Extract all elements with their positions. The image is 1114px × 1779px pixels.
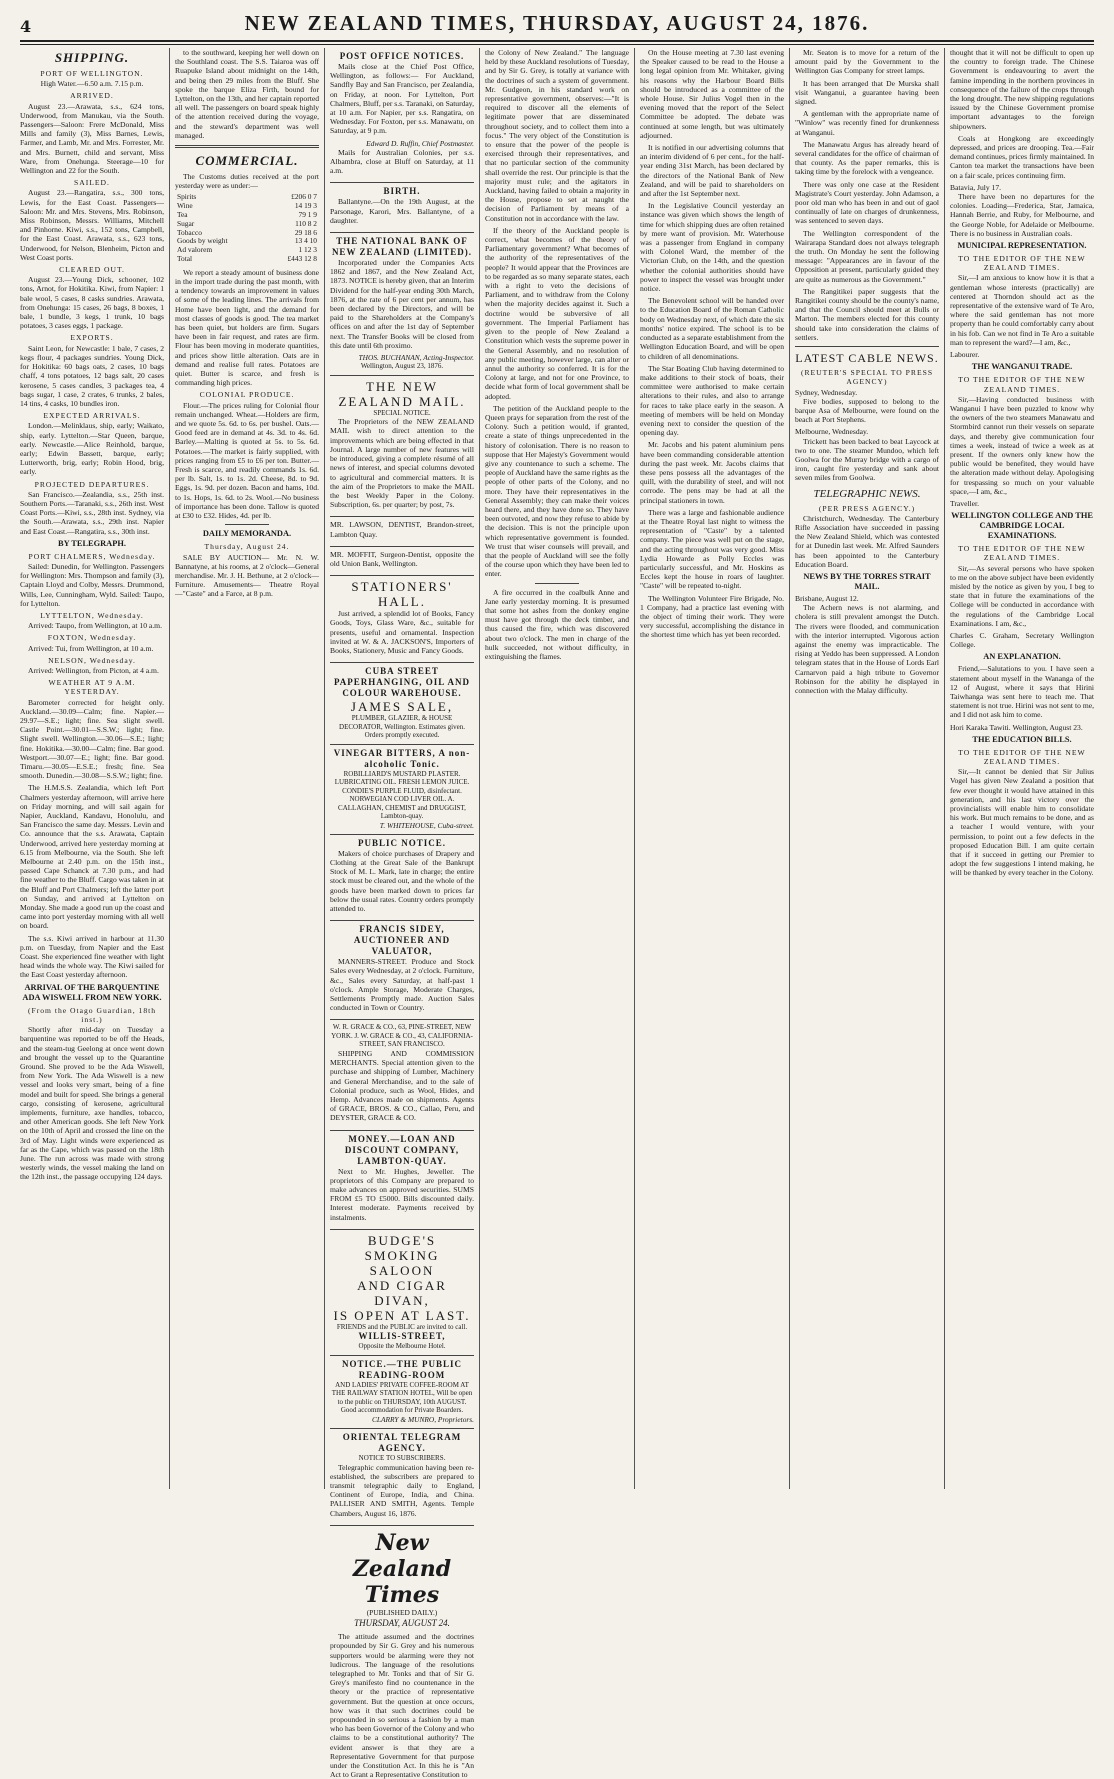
grace-heading: W. R. GRACE & CO., 63, PINE-STREET, NEW YORK. J. W. GRACE & CO., 43, CALIFORNIA-STREET, SAN FRANCISCO. xyxy=(331,1023,473,1049)
batavia-place: Batavia, July 17. xyxy=(950,182,1002,192)
arrived-text: August 23.—Arawata, s.s., 624 tons, Underwood, from Manukau, via the South. Passengers—Saloon: Frere McDonald, Miss Mills and family (3), Miss Barnes, Lewis, Farmer, and Lamb, Mr. and Mrs. Forrester, Mr. and Mrs. Burnett, child and servant, Miss Ware, from Onehunga. Steerage—10 for Wellington and 22 for the South. xyxy=(20,101,164,176)
vinegar-heading: VINEGAR BITTERS, A non-alcoholic Tonic. xyxy=(333,747,471,769)
mail-heading: THE NEW ZEALAND MAIL. xyxy=(338,378,466,409)
customs-amount: 29 18 6 xyxy=(294,227,317,237)
education-to-editor: TO THE EDITOR OF THE NEW ZEALAND TIMES. xyxy=(958,747,1086,766)
customs-item: Total xyxy=(177,254,193,264)
grace-notice xyxy=(330,1020,474,1130)
cable-news-heading: LATEST CABLE NEWS. xyxy=(795,351,939,366)
money-notice xyxy=(330,1131,474,1230)
lyttelton-place: LYTTELTON, Wednesday. xyxy=(40,610,144,620)
post-office-notice xyxy=(330,48,474,183)
page-number: 4 xyxy=(20,17,32,36)
nelson-place: NELSON, Wednesday. xyxy=(48,655,136,665)
editorial-date: THURSDAY, AUGUST 24. xyxy=(354,1617,450,1628)
stationers-notice xyxy=(330,576,474,663)
wanganui-heading: THE WANGANUI TRADE. xyxy=(971,362,1073,372)
customs-amount: 13 4 10 xyxy=(294,236,317,246)
news-paragraph: The Rangitikei paper suggests that the Rangitikei county should be the county's name, and that the Council should meet at Bulls or Marton. The members elected for this county should take into consideration the claims of settlers. xyxy=(795,286,939,342)
news-continued: thought that it will not be difficult to open up the country to foreign trade. The Chinese Government is endeavouring to avert the famine impending in the northern provinces in consequence of the failure of the crops through the long drought. The new shipping regulations issued by the Chinese Government promise important advantages to the foreign shipowners. xyxy=(950,48,1094,131)
paperhanging-name: JAMES SALE, xyxy=(350,699,454,715)
bank-text: Incorporated under the Companies Acts 1862 and 1867, and the New Zealand Act, 1873. NOTICE is hereby given, that an Interim Dividend for the half-year ending 30th March, 1876, at the rate of 6 per cent per annum, has been declared by the Directors, and will be paid to the Shareholders at the Company's offices on and after the 1st day of September next. The Transfer Books will be closed from this date until 6th proximo. xyxy=(330,258,474,350)
wanganui-to-editor: TO THE EDITOR OF THE NEW ZEALAND TIMES. xyxy=(958,375,1086,394)
kiwi-text: The s.s. Kiwi arrived in harbour at 11.30 p.m. on Tuesday, from Napier and the East Coast. She experienced fine weather with light head winds the whole way. The Kiwi sailed for the East Coast yesterday afternoon. xyxy=(20,933,164,980)
post-office-sign: Edward D. Ruffin, Chief Postmaster. xyxy=(366,138,474,148)
customs-text: The Customs duties received at the port yesterday were as under:— xyxy=(175,172,319,191)
torres-text: The Achern news is not alarming, and cholera is still prevalent amongst the Dutch. The rivers were flooded, and communication with the interior interrupted. Vigorous action against the enemy was impracticable. The rising at Yeddo has been suppressed. A London telegram states that in the House of Lords Earl Carnarvon paid a high tribute to Governor Robinson for the ability he displayed in connection with the Malay difficulty. xyxy=(795,603,939,695)
news-paragraph: The Wellington Volunteer Fire Brigade, No. 1 Company, had a practice last evening with the object of timing their work. They were very successful, accomplishing the distance in the shortest time which has yet been recorded. xyxy=(640,593,784,640)
mail-notice xyxy=(330,376,474,518)
divider xyxy=(795,346,939,347)
batavia-text: There have been no departures for the colonies. Loading—Frederica, Star, Jamaica, Hannah Berrie, and Ruby, for Melbourne, and the George Noble, for Adelaide or Melbourne. There is no business in Australian coals. xyxy=(950,192,1094,238)
telegraph-heading: BY TELEGRAPH. xyxy=(58,538,126,548)
weather-text: Barometer corrected for height only. Auckland.—30.09—Calm; fine. Napier.—29.97—S.E.; light; fine. Sea slight swell. Castle Point.—30.01—S.S.W.; light; fine. Slight swell. Wellington.—30.06—S.E.; light; fine. Hokitika.—30.00—Calm; fine. Bar good. Westport.—30.07—E.; light; fine. Bar good. Timaru.—30.05—E.S.E.; fresh; fine. Sea smooth. Dunedin.—30.08—S.S.W.; light; fine. xyxy=(20,697,164,781)
bank-date: Wellington, August 23, 1876. xyxy=(360,362,444,371)
oriental-subheading: NOTICE TO SUBSCRIBERS. xyxy=(358,1454,446,1463)
customs-amount: 1 12 3 xyxy=(298,245,317,255)
barquentine-text: Shortly after mid-day on Tuesday a barquentine was reported to be off the Heads, and the steam-tug Geelong at once went down and brought the vessel up to the Quarantine Ground. She proved to be the Ada Wiswell, from New York. The Ada Wiswell is a new vessel and looks very smart, being of a fine model and built for speed. She brings a general cargo, consisting of kerosene, agricultural implements, furniture, axe handles, tobacco, and other American goods. She left New York on the 10th of April and crossed the line on the 3rd of May. Light winds were experienced as far as the Cape, which was passed on the 18th June. The run across was made with strong westerly winds, the vessel making the land on the 12th inst., the passage occupying 124 days. xyxy=(20,1025,164,1182)
oriental-text: Telegraphic communication having been re-established, the subscribers are prepared to transmit telegraphic daily to England, Continent of Europe, India, and China. PALLISER AND SMITH, Agents. Temple Chambers, August 16, 1876. xyxy=(330,1462,474,1518)
port-heading: PORT OF WELLINGTON. xyxy=(40,69,144,78)
lyttelton-text: Arrived: Taupo, from Wellington, at 10 a.m. xyxy=(28,621,162,631)
cleared-heading: CLEARED OUT. xyxy=(59,265,125,275)
memoranda-date: Thursday, August 24. xyxy=(204,542,290,552)
birth-text: Ballantyne.—On the 19th August, at the Parsonage, Karori, Mrs. Ballantyne, of a daughter. xyxy=(330,197,474,225)
customs-amount: £206 0 7 xyxy=(291,192,317,202)
telegraphic-news-source: (PER PRESS AGENCY.) xyxy=(818,503,916,513)
customs-amount: £443 12 8 xyxy=(287,254,317,264)
expected-heading: EXPECTED ARRIVALS. xyxy=(43,411,141,421)
barquentine-heading: ARRIVAL OF THE BARQUENTINE ADA WISWELL FROM NEW YORK. xyxy=(22,982,162,1002)
paper-nameplate: New Zealand Times xyxy=(352,1529,452,1608)
news-paragraph: A gentleman with the appropriate name of "Winlow" was recently fined for drunkenness at Wanganui. xyxy=(795,109,939,137)
municipal-heading: MUNICIPAL REPRESENTATION. xyxy=(957,241,1087,251)
college-sign: Charles C. Graham, Secretary Wellington College. xyxy=(950,630,1094,650)
paperhanging-text: PLUMBER, GLAZIER, & HOUSE DECORATOR, Wellington. Estimates given. Orders promptly executed. xyxy=(339,714,465,740)
projected-heading: PROJECTED DEPARTURES. xyxy=(34,479,150,489)
weather-heading: WEATHER AT 9 A.M. YESTERDAY. xyxy=(48,678,136,697)
smoking-street: WILLIS-STREET, xyxy=(358,1331,446,1342)
municipal-letter: Sir,—I am anxious to know how it is that a gentleman whose interests (practically) are centered at Thorndon should act as the representative of the extensive ward of Te Aro, where the said gentleman has not more property than he could comfortably carry about in his fob. Can we not find in Te Aro a suitable man to represent the ward?—I am, &c., xyxy=(950,273,1094,347)
telegraphic-text: Christchurch, Wednesday. The Canterbury Rifle Association have succeeded in passing the New Zealand Shield, which was contested for at Dunedin last week. Mr. Alfred Saunders has been appointed to the Canterbury Education Board. xyxy=(795,513,939,569)
wanganui-letter: Sir,—Having conducted business with Wanganui I have been puzzled to know why the owners of the two steamers Manawatu and Stormbird cannot run their vessels on separate days, and thereby give communication four times a week, instead of twice a week as at present. If the owners only knew how the public would be benefited, they would have the alteration made without delay. Apologising for trespassing so much on your valuable space,—I am, &c., xyxy=(950,394,1094,496)
news-paragraph: The Manawatu Argus has already heard of several candidates for the office of chairman of that county. As the paper remarks, this is taking time by the forelock with a vengeance. xyxy=(795,139,939,177)
customs-item: Tobacco xyxy=(177,227,202,237)
municipal-sign: Labourer. xyxy=(950,350,980,360)
cable-text: Trickett has been backed to beat Laycock at two to one. The steamer Mundoo, which left Goolwa for the Murray bridge with a cargo of iron, caught fire yesterday and sank about seven miles from Goolwa. xyxy=(795,436,939,483)
auctioneer-notice xyxy=(330,921,474,1020)
oriental-heading: ORIENTAL TELEGRAM AGENCY. xyxy=(342,1432,462,1454)
mails-text: Mails for Australian Colonies, per s.s. Albambra, close at Bluff on Saturday, at 11 a.m. xyxy=(330,147,474,176)
news-paragraph: In the Legislative Council yesterday an instance was given which shows the length of time for which shipping dues are often retained by mere want of provision. Mr. Waterhouse was a passenger from England in company with Colonel Ward, the member of the Victorian Club, on the 14th, and the question whether the colonial authorities should have power to inspect the vessel was brought under notice. xyxy=(640,201,784,294)
chemist-text: ROBILLIARD'S MUSTARD PLASTER. LUBRICATING OIL. FRESH LEMON JUICE. CONDIE'S PURPLE FLUID, disinfectant. NORWEGIAN COD LIVER OIL. A. CALLAGHAN, CHEMIST and DRUGGIST, Lambton-quay. xyxy=(334,769,470,821)
mail-text: The Proprietors of the NEW ZEALAND MAIL wish to direct attention to the improvements which are being effected in that Journal. A large number of new features will be introduced, giving a complete résumé of all news of interest, and special columns devoted to agricultural and commercial matters. It is the aim of the Proprietors to make the MAIL the best Weekly Paper in the Colony. Subscription, 6s. per quarter; by post, 7s. xyxy=(330,417,474,510)
arrived-heading: ARRIVED. xyxy=(70,91,114,101)
torres-heading: NEWS BY THE TORRES STRAIT MAIL. xyxy=(803,571,931,591)
editorial-paragraph: The petition of the Auckland people to the Queen prays for separation from the rest of the Colony. Such a petition would, if granted, create a state of things unprecedented in the history of colonisation. There is no reason to suppose that Her Majesty's Government would give any countenance to such a scheme. The people of Auckland have the same rights as the people of other parts of the Colony, and no more. They have their representatives in the General Assembly; they can make their voices heard there, and they have done so. They have been outvoted, and now they refuse to abide by the decision. This is not the principle upon which representative government is founded. We trust that wiser counsels will prevail, and that the people of Auckland will see the folly of the course upon which they have been led to enter. xyxy=(485,403,629,579)
post-office-text: Mails close at the Chief Post Office, Wellington, as follows:— For Auckland, Sandfly Bay and San Francisco, per Zealandia, on Friday, at noon. For Lyttelton, Port Chalmers, Bluff, per s.s. Taranaki, on Saturday, at 10 a.m. For Napier, per s.s. Rangatira, on Wednesday. For Foxton, per s.s. Manawatu, on Saturday, at 9 p.m. xyxy=(330,62,474,136)
colonial-heading: COLONIAL PRODUCE. xyxy=(199,390,295,400)
paperhanging-notice xyxy=(330,663,474,745)
money-text: Next to Mr. Hughes, Jeweller. The proprietors of this Company are prepared to make advances on approved securities. SUMS FROM £5 TO £5000. Bills discounted daily. Interest moderate. Payments received by instalments. xyxy=(330,1166,474,1222)
editorial-paragraph: If the theory of the Auckland people is correct, what becomes of the theory of Parliamentary government? What becomes of the authority of the representatives of the people? It would appear that the Provinces are to be regarded as so many separate states, each with a right to veto the decisions of Parliament, and to withdraw from the Colony when the majority decides against it. Such a doctrine would be subversive of all government. The Imperial Parliament has given to the people of New Zealand a Constitution which vests the supreme power in the General Assembly, and no resolution of any public meeting, however large, can alter or annul the authority so conferred. It is for the Colony at large, and not for one Province, to decide what form of local government shall be adopted. xyxy=(485,225,629,401)
education-letter: Sir,—It cannot be denied that Sir Julius Vogel has given New Zealand a position that few ever thought it would have attained in this generation, and his last victory over the provincialists will enable him to consolidate his work. But much remains to be done, and as a teacher I would venture, with your permission, to point out a few defects in the proposed Education Bill. I am quite certain that if it succeed in getting our Premier to adopt the few suggestions I intend making, he will be thanked by every teacher in the Colony. xyxy=(950,767,1094,878)
dentist-text: MR. LAWSON, DENTIST, Brandon-street, Lambton Quay. xyxy=(330,520,474,539)
birth-notice xyxy=(330,183,474,233)
news-paragraph: Mr. Jacobs and his patent aluminium pens have been commanding considerable attention during the past week. Mr. Jacobs claims that these pens possess all the advantages of the quill, with the durability of steel, and will not corrode. The pens may be had at all the principal stationers in town. xyxy=(640,440,784,505)
commercial-heading: COMMERCIAL. xyxy=(195,153,299,169)
column-4 xyxy=(479,48,634,1489)
customs-table xyxy=(175,193,319,263)
masthead xyxy=(20,11,1094,36)
cable-place: Melbourne, Wednesday. xyxy=(795,427,869,437)
foxton-place: FOXTON, Wednesday. xyxy=(47,633,137,643)
memoranda-heading: DAILY MEMORANDA. xyxy=(202,529,292,539)
shipping-continued: to the southward, keeping her well down on the Southland coast. The S.S. Taiaroa was off Ruapuke Island about midnight on the 14th, and being then 29 miles from the Bluff. She spoke the barque Eliza Firth, bound for Lyttelton, on the 13th, and her captain reported all well. The passengers on board speak highly of the attention received during the voyage, and the steward's department was well managed. xyxy=(175,48,319,140)
barquentine-source: (From the Otago Guardian, 18th inst.) xyxy=(27,1005,157,1024)
paper-published: (PUBLISHED DAILY.) xyxy=(366,1607,438,1617)
public-notice xyxy=(330,835,474,921)
divider xyxy=(175,145,319,148)
column-2 xyxy=(169,48,324,1489)
moffit-text: MR. MOFFIT, Surgeon-Dentist, opposite the old Union Bank, Wellington. xyxy=(330,549,474,568)
telegraph-text: Sailed: Dunedin, for Wellington. Passengers for Wellington: Mrs. Thompson and family (3), Captain Lloyd and Colby, Messrs. Drummond, Wills, Lee, Cunningham, Wyld. Sailed: Taupo, for Lyttelton. xyxy=(20,561,164,608)
telegraphic-news-heading: TELEGRAPHIC NEWS. xyxy=(813,487,921,500)
bank-notice xyxy=(330,233,474,376)
moffit-notice xyxy=(330,547,474,576)
public-notice-text: Makers of choice purchases of Drapery and Clothing at the Great Sale of the Bankrupt Stock of M. L. Mark, late in charge; the entire stock must be cleared out, and the whole of the goods have been marked down to prices far below the usual rates. Country orders promptly attended to. xyxy=(330,848,474,914)
sailed-text: August 23.—Rangatira, s.s., 300 tons, Lewis, for the East Coast. Passengers—Saloon: Mr. and Mrs. Stevens, Mrs. Robinson, Miss Robinson, Messrs. Williams, Mitchell and Pinhorne. Kiwi, s.s., 152 tons, Campbell, for the East Coast. Arawata, s.s., 623 tons, Underwood, for Nelson, Blenheim, Picton and West Coast ports. xyxy=(20,188,164,262)
zealandia-text: The H.M.S.S. Zealandia, which left Port Chalmers yesterday afternoon, will arrive here on Friday morning, and will sail again for Napier, Auckland, Kandavu, Honolulu, and San Francisco the same day. Messrs. Levin and Co. announce that the s.s. Arawata, Captain Underwood, arrived here yesterday morning at 6.15 from Melbourne, via the South. She left Melbourne at 2.40 p.m. on the 15th inst., passed Cape Schanck at 7.30 p.m., and had fine weather to the Bluff. Cargo was taken in at the Bluff and Port Chalmers; left the latter port on Sunday, and arrived at Lyttelton on Monday. She made a good run up the coast and came into port yesterday morning with all well on board. xyxy=(20,783,164,931)
bank-sign: THOS. BUCHANAN, Acting-Inspector. xyxy=(358,353,474,363)
news-paragraph: It is notified in our advertising columns that an interim dividend of 6 per cent., for the half-year ending 31st March, has been declared by the directors of the National Bank of New Zealand, and will be paid to shareholders on and after the 1st September next. xyxy=(640,143,784,199)
news-paragraph: Mr. Seaton is to move for a return of the amount paid by the Government to the Wellington Gas Company for street lamps. xyxy=(795,48,939,76)
smoking-tail: Opposite the Melbourne Hotel. xyxy=(358,1342,446,1351)
column-3 xyxy=(324,48,479,1779)
smoking-text: FRIENDS and the PUBLIC are invited to call. xyxy=(336,1322,468,1331)
customs-amount: 110 8 2 xyxy=(295,218,317,228)
news-paragraph: On the House meeting at 7.30 last evening the Speaker caused to be read to the House a long legal opinion from Mr. Whitaker, giving his reasons why the Harbour Board Bills should be introduced as a committee of the whole House. Sir Julius Vogel then in the evening moved that the report of the Select Committee be adopted. The debate was continued at some length, but was ultimately adjourned. xyxy=(640,48,784,140)
news-paragraph: It has been arranged that De Murska shall visit Wanganui, a guarantee having been signed. xyxy=(795,78,939,107)
exports-text: Saint Leon, for Newcastle: 1 bale, 7 cases, 2 kegs flour, 4 packages sundries. Young Dick, for Hokitika: 60 bags oats, 2 cases, 10 bags chaff, 4 tons potatoes, 12 bags salt, 20 cases kerosene, 5 cases candles, 3 packages tea, 4 bags sugar, 1 case, 2 crates, 6 trunks, 2 bales, 14 tins, 4 casks, 10 bundles iron. xyxy=(20,343,164,408)
customs-amount: 14 19 3 xyxy=(294,201,317,211)
customs-row xyxy=(175,255,319,264)
college-to-editor: TO THE EDITOR OF THE NEW ZEALAND TIMES. xyxy=(958,544,1086,563)
editorial-continued: the Colony of New Zealand." The language held by these Auckland resolutions of Tuesday, and by Sir G. Grey, is totally at variance with the doctrines of such a system of government. Mr. Gudgeon, in his standard work on representative government, observes:—"It is required to discover all the elements of legitimate power that are disseminated throughout society, and to collect them into a focus." The very object of the Constitution is to ensure that the power of the people is exercised through their representatives, and that no particular section of the community shall override the rest. Our principle is that the majority must rule; and the agitators in Auckland, having failed to obtain a majority in the House, propose to set at naught the decision of Parliament by means of a Constitution not in accordance with the law. xyxy=(485,48,629,223)
college-heading: WELLINGTON COLLEGE AND THE CAMBRIDGE LOCAL EXAMINATIONS. xyxy=(951,511,1093,541)
news-paragraph: There was only one case at the Resident Magistrate's Court yesterday. John Adamson, a poor old man who has been in and out of gaol continually of late on charges of drunkenness, was sentenced to seven days. xyxy=(795,179,939,226)
college-letter: Sir,—As several persons who have spoken to me on the above subject have been evidently misled by the notice as given by you, I beg to state that in future the examinations of the College will be conducted in accordance with the regulations of the Cambridge Local Examinations. I am, &c., xyxy=(950,563,1094,628)
grace-text: SHIPPING AND COMMISSION MERCHANTS. Special attention given to the purchase and shipping of Lumber, Machinery and General Merchandise, and to the sale of Colonial produce, such as Wool, Hides, and Hemp. Advances made on shipments. Agents of GRACE, BROS. & CO., Callao, Peru, and DEYSTER, GRACE & CO. xyxy=(330,1048,474,1123)
customs-item: Tea xyxy=(177,210,188,220)
telegraph-place: PORT CHALMERS, Wednesday. xyxy=(28,551,156,561)
fire-report: A fire occurred in the coalbulk Anne and Jane early yesterday morning. It is presumed that some hot ashes from the donkey engine must have got through the deck timber, and thus caused the fire, which was discovered about two o'clock. The men in charge of the hulk succeeded, not without difficulty, in extinguishing the flames. xyxy=(485,587,629,661)
news-paragraph: The Star Boating Club having determined to make additions to their stock of boats, their committee were authorised to make certain alterations to their rules, and also to arrange for races to take place early in the season. A meeting of members will be held on Monday evening next to consider the question of the opening day. xyxy=(640,363,784,438)
dentist-notice xyxy=(330,517,474,546)
newspaper-title: NEW ZEALAND TIMES, THURSDAY, AUGUST 24, 1876. xyxy=(244,11,870,35)
column-5 xyxy=(634,48,789,1489)
nelson-text: Arrived: Wellington, from Picton, at 4 a.m. xyxy=(28,665,159,675)
explanation-sign: Hori Karaka Tawiti. Wellington, August 23. xyxy=(950,722,1083,732)
projected-text: San Francisco.—Zealandia, s.s., 25th inst. Southern Ports.—Taranaki, s.s., 26th inst. West Coast Ports.—Kiwi, s.s., 28th inst. Sydney, via the South.—Arawata, s.s., 29th inst. Napier and East Coast.—Rangatira, s.s., 30th inst. xyxy=(20,489,164,536)
cable-text: Five bodies, supposed to belong to the barque Asa of Melbourne, were found on the beach at Port Stephens. xyxy=(795,396,939,425)
cable-place: Sydney, Wednesday. xyxy=(795,387,858,397)
stationers-text: Just arrived, a splendid lot of Books, Fancy Goods, Toys, Glass Ware, &c., suitable for presents, useful and ornamental. Inspection invited at W. & A. JACKSON'S, Importers of Books, Stationery, Music and Fancy Goods. xyxy=(330,609,474,655)
sailed-heading: SAILED. xyxy=(74,178,110,188)
cable-news-source: (REUTER'S SPECIAL TO PRESS AGENCY) xyxy=(800,368,934,387)
explanation-letter: Friend,—Salutations to you. I have seen a statement about myself in the Wananga of the 12 of August, where it says that Hirini Taiwhanga was sent here to teach me. That statement is not true. Hirini was not sent to me, and I did not ask him to come. xyxy=(950,664,1094,720)
news-paragraph: The Wellington correspondent of the Wairarapa Standard does not always telegraph the truth. On Monday he sent the following message: "Appearances are in favour of the Opposition at present, particularly guided they are quite as numerous as the Government." xyxy=(795,228,939,284)
divider xyxy=(225,524,268,525)
reading-text: AND LADIES' PRIVATE COFFEE-ROOM AT THE RAILWAY STATION HOTEL, Will be open to the public on THURSDAY, 10th AUGUST. Good accommodation for Private Boarders. xyxy=(331,1380,473,1415)
whitehouse-sign: T. WHITEHOUSE, Cuba-street. xyxy=(379,820,474,830)
money-heading: MONEY.—LOAN AND DISCOUNT COMPANY, LAMBTON-QUAY. xyxy=(344,1133,460,1166)
bank-heading: THE NATIONAL BANK OF NEW ZEALAND (LIMITED). xyxy=(331,236,473,258)
public-notice-heading: PUBLIC NOTICE. xyxy=(357,837,446,848)
telegram-agency-notice xyxy=(330,1429,474,1526)
reading-room-notice xyxy=(330,1356,474,1429)
divider xyxy=(535,583,578,584)
column-6 xyxy=(789,48,944,1489)
torres-place: Brisbane, August 12. xyxy=(795,593,859,603)
news-paragraph: The Benevolent school will be handed over to the Education Board of the Roman Catholic body on Wednesday next, of which date the six months' notice expired. The school is to be conducted as a separate establishment from the Wellington Education Board, and will be open to children of all denominations. xyxy=(640,296,784,361)
customs-row xyxy=(175,202,319,211)
explanation-heading: AN EXPLANATION. xyxy=(983,652,1061,662)
education-heading: THE EDUCATION BILLS. xyxy=(972,734,1072,744)
auctioneer-text: MANNERS-STREET. Produce and Stock Sales every Wednesday, at 2 o'clock. Furniture, &c., Sales every Saturday, at half-past 1 o'clock. Ample Storage, Moderate Charges, Settlements Promptly made. Auction Sales conducted in Town or Country. xyxy=(330,957,474,1013)
column-1 xyxy=(20,48,169,1489)
chemist-notice xyxy=(330,745,474,835)
column-7 xyxy=(944,48,1094,1489)
news-paragraph: Coals at Hongkong are exceedingly depressed, and prices are drooping. Tea.—Fair demand continues, prices firmly maintained. In Canton tea market the transactions have been on a fair scale, prices continuing firm. xyxy=(950,133,1094,180)
customs-item: Ad valorem xyxy=(177,245,213,255)
customs-amount: 79 1 9 xyxy=(298,210,317,220)
columns xyxy=(20,48,1094,1779)
wanganui-sign: Traveller. xyxy=(950,498,980,508)
reading-heading: NOTICE.—THE PUBLIC READING-ROOM xyxy=(341,1358,463,1380)
auctioneer-heading: FRANCIS SIDEY, AUCTIONEER AND VALUATOR, xyxy=(353,924,451,957)
customs-item: Spirits xyxy=(177,192,197,202)
shipping-heading: SHIPPING. xyxy=(54,50,130,65)
post-office-heading: POST OFFICE NOTICES. xyxy=(339,51,465,61)
smoking-saloon-notice xyxy=(330,1230,474,1356)
editorial-text: The attitude assumed and the doctrines propounded by Sir G. Grey and his numerous supporters would be alarming were they not ludicrous. The language of the resolutions telegraphed to Mr. Tonks and that of Sir G. Grey's manifesto find no countenance in the theory or the practice of representative government. But the question at once occurs, how was it that such doctrines could be propounded in so serious a fashion by a man who has been Governor of the Colony and who claims to be a constitutional authority? The evident answer is that they are a Representative Government for that purpose under the Constitution Act. In this he is "An Act to Grant a Representative Constitution to xyxy=(330,1632,474,1779)
birth-heading: BIRTH. xyxy=(383,186,421,197)
high-water: High Water.—6.50 a.m. 7.15 p.m. xyxy=(40,79,144,89)
masthead-rule xyxy=(20,40,1094,45)
customs-item: Sugar xyxy=(177,218,195,228)
customs-item: Wine xyxy=(177,201,193,211)
paperhanging-heading: CUBA STREET PAPERHANGING, OIL AND COLOUR WAREHOUSE. xyxy=(333,666,471,699)
customs-item: Goods by weight xyxy=(177,236,228,246)
cleared-text: August 23.—Young Dick, schooner, 102 tons, Arnot, for Hokitika. Kiwi, from Napier: 1 bale wool, 5 cases, 8 casks sundries. Arawata, from Onehunga: 15 cases, 26 bags, 8 boxes, 1 bale, 1 bundle, 3 kegs, 1 trunk, 10 bags potatoes, 3 cases eggs, 1 package. xyxy=(20,275,164,331)
market-text: We report a steady amount of business done in the import trade during the past month, with a tendency towards an improvement in values of some of the leading lines. The arrivals from Home have been light, and the demand for most classes of goods is good. The tea market has been quiet, but holders are firm. Sugars have been in fair request, and rates are firm. Flour has been moving in moderate quantities, and prices show little alteration. Oats are in demand and realise full rates. Potatoes are quiet. Butter is scarce, and fresh is commanding high prices. xyxy=(175,267,319,388)
news-paragraph: There was a large and fashionable audience at the Theatre Royal last night to witness the representation of "Caste" by a talented company. The piece was well put on the stage, and the acting throughout was very good. Miss Lydia Howarde as Polly Eccles was particularly successful, and Mr. Hoskins as Eccles kept the house in roars of laughter. "Caste" will be repeated to-night. xyxy=(640,507,784,591)
mail-subheading: SPECIAL NOTICE. xyxy=(373,408,431,417)
smoking-heading: BUDGE'S SMOKING SALOON xyxy=(364,1232,440,1278)
colonial-text: Flour.—The prices ruling for Colonial flour remain unchanged. Wheat.—Holders are firm, and we quote 5s. 6d. to 6s. per bushel. Oats.—Good feed are in demand at 4s. 3d. to 4s. 6d. Barley.—Malting is quoted at 5s. to 5s. 6d. Potatoes.—The market is fairly supplied, with prices ranging from £5 to £6 per ton. Butter.—Fresh is scarce, and readily commands 1s. 6d. per lb. Salt, 1s. to 1s. 2d. Cheese, 8d. to 9d. Eggs, 1s. 9d. per dozen. Bacon and hams, 10d. to 1s. Hops, 1s. 6d. to 2s. Wool.—No business of importance has been done. Tallow is quoted at £30 to £32. Hides, 4d. per lb. xyxy=(175,400,319,521)
foxton-text: Arrived: Tui, from Wellington, at 10 a.m. xyxy=(28,643,154,653)
smoking-divan: AND CIGAR DIVAN, xyxy=(357,1277,447,1308)
stationers-heading: STATIONERS' HALL. xyxy=(351,579,453,610)
smoking-open: IS OPEN AT LAST. xyxy=(333,1307,471,1323)
reading-sign: CLARRY & MUNRO, Proprietors. xyxy=(371,1414,474,1424)
memoranda-text: SALE BY AUCTION— Mr. N. W. Bannatyne, at his rooms, at 2 o'clock—General merchandise. Mr. J. H. Bethune, at 2 o'clock—Furniture. Amusements— Theatre Royal—"Caste" and a Farce, at 8 p.m. xyxy=(175,552,319,599)
exports-heading: EXPORTS. xyxy=(70,333,114,343)
municipal-to-editor: TO THE EDITOR OF THE NEW ZEALAND TIMES. xyxy=(958,254,1086,273)
expected-text: London.—Melinklaus, ship, early; Waikato, ship, early. Lyttelton.—Star Queen, barque, early. Newcastle.—Alice Reinhold, barque, early; Edwin Bassett, barque, early; Lutterworth, brig, early; Robin Hood, brig, early. xyxy=(20,421,164,477)
